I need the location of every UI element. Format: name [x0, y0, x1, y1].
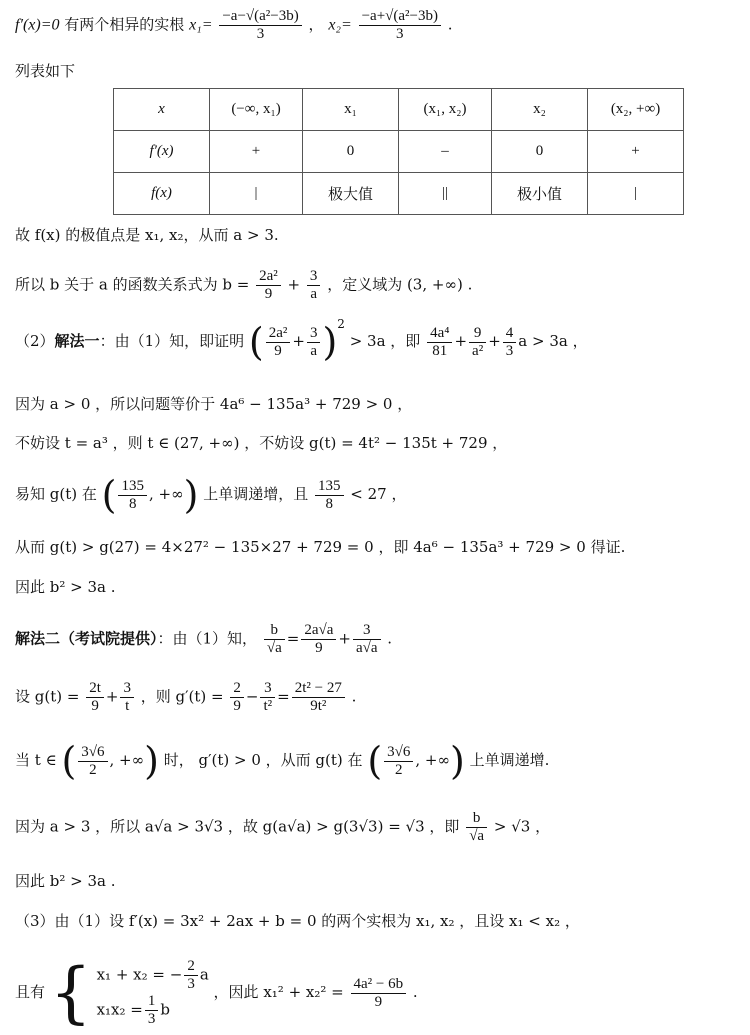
frac-den: 9 — [233, 698, 241, 714]
subst-line: 不妨设 t = a³ ，则 t ∈ (27, +∞) ，不妨设 g(t) = 4t² − 135t + 729 ， — [15, 434, 508, 452]
frac-den: 81 — [432, 342, 448, 359]
table-cell: – — [399, 131, 492, 173]
frac — [260, 680, 275, 715]
frac — [353, 622, 381, 657]
frac — [120, 680, 134, 715]
frac-den: 3 — [505, 342, 514, 359]
paren-open: ( — [101, 473, 117, 517]
sep: ， — [308, 15, 324, 34]
paren-close: ) — [449, 739, 465, 783]
x1-fraction — [219, 8, 301, 43]
frac-den: 9 — [91, 698, 99, 714]
frac-num: 3 — [307, 268, 321, 286]
frac-num: 3 — [120, 680, 134, 698]
part2-tail: a > 3a ， — [518, 332, 588, 350]
frac-num: 135 — [118, 478, 147, 496]
equation-1 — [97, 958, 209, 993]
plus: + — [488, 332, 501, 350]
mono-post: < 27 ， — [350, 485, 407, 503]
frac-den: √a — [469, 828, 485, 844]
mono-pre: 易知 g(t) 在 — [15, 485, 97, 503]
frac-den: 9 — [274, 342, 282, 359]
frac — [307, 325, 321, 360]
plus: + — [454, 332, 468, 350]
table-row — [114, 131, 684, 173]
end-dot: . — [351, 687, 357, 706]
x2-label: x₂= — [328, 16, 352, 34]
frac — [264, 622, 285, 657]
frac — [307, 268, 321, 303]
plus: + — [338, 629, 351, 648]
table-cell: 极大值 — [303, 173, 399, 215]
table-cell: || — [399, 173, 492, 215]
frac — [466, 810, 487, 845]
frac — [384, 744, 413, 779]
table-cell: x₂ — [492, 89, 588, 131]
end-dot: . — [387, 629, 393, 648]
frac-den: 9 — [264, 286, 273, 302]
interval-end: , +∞ — [415, 751, 450, 769]
relation-line — [15, 268, 472, 303]
frac-den: a² — [472, 342, 484, 359]
x1-label: x₁= — [189, 16, 213, 34]
end-dot: . — [412, 983, 418, 1001]
table-row — [114, 173, 684, 215]
x1-num: −a−√(a²−3b) — [219, 8, 301, 26]
frac-num: 4a² − 6b — [351, 976, 407, 994]
eq1-post: a — [199, 965, 209, 984]
frac-num: 3 — [353, 622, 381, 640]
x1-den: 3 — [256, 26, 265, 42]
frac — [256, 268, 281, 303]
define-pre: 设 g(t) = — [15, 687, 80, 706]
method-title: 解法一 — [54, 332, 100, 350]
equals: = — [277, 687, 290, 706]
table-cell: 极小值 — [492, 173, 588, 215]
table-cell: x₁ — [303, 89, 399, 131]
when-line — [15, 739, 550, 783]
frac-num: 2a√a — [301, 622, 336, 640]
paren-close: ) — [183, 473, 199, 517]
frac-num: 9 — [469, 325, 486, 343]
frac — [184, 958, 198, 993]
when-post: 上单调递增. — [469, 751, 550, 769]
frac — [503, 325, 517, 360]
frac-den: a — [310, 342, 318, 359]
frac-den: t — [125, 698, 130, 714]
method2-line — [15, 622, 392, 657]
frac-num: 2t — [86, 680, 104, 698]
define-g-line — [15, 680, 356, 715]
frac — [86, 680, 104, 715]
frac-den: 9t² — [310, 698, 327, 714]
frac-den: 3 — [187, 976, 195, 992]
table-cell: x — [114, 89, 210, 131]
frac-den: 2 — [395, 761, 403, 778]
paren-open: ( — [367, 739, 383, 783]
part3-line: （3）由（1）设 f′(x) = 3x² + 2ax + b = 0 的两个实根为 x₁, x₂ ，且设 x₁ < x₂ ， — [15, 912, 580, 930]
frac-den: 9 — [315, 640, 323, 656]
frac-num: 3√6 — [78, 744, 107, 762]
eq1-pre: x₁ + x₂ = − — [96, 965, 183, 984]
x2-den: 3 — [396, 26, 404, 42]
table-row — [114, 89, 684, 131]
table-cell: + — [588, 131, 684, 173]
frac — [427, 325, 452, 360]
frac — [292, 680, 345, 715]
define-mid: ，则 g′(t) = — [140, 687, 224, 706]
frac — [78, 744, 107, 779]
table-cell: (−∞, x₁) — [210, 89, 303, 131]
mono-line — [15, 473, 407, 517]
frac — [315, 478, 344, 513]
exponent: 2 — [337, 317, 345, 331]
frac-num: 3 — [260, 680, 275, 698]
method-title: 解法二（考试院提供） — [15, 629, 158, 648]
minus: − — [245, 687, 259, 706]
table-cell: f(x) — [114, 173, 210, 215]
because-line — [15, 810, 550, 845]
sign-table — [113, 88, 684, 215]
table-cell: 0 — [303, 131, 399, 173]
end-dot: . — [447, 15, 453, 34]
frac-num: 4 — [503, 325, 517, 343]
table-cell: | — [588, 173, 684, 215]
frac-num: 2 — [184, 958, 198, 976]
table-cell: | — [210, 173, 303, 215]
extreme-line: 故 f(x) 的极值点是 x₁, x₂，从而 a > 3. — [15, 226, 279, 244]
table-cell: 0 — [492, 131, 588, 173]
relation-pre: 所以 b 关于 a 的函数关系式为 b = — [15, 275, 250, 294]
part2-gt: > 3a ，即 — [349, 332, 421, 350]
paren-close: ) — [322, 320, 338, 364]
paren-close: ) — [144, 739, 159, 783]
table-cell: (x₂, +∞) — [588, 89, 684, 131]
table-cell: f′(x) — [114, 131, 210, 173]
part-number: （2） — [15, 332, 55, 350]
eq2-post: b — [160, 1000, 170, 1019]
frac-num: 2 — [230, 680, 244, 698]
frac — [469, 325, 486, 360]
derivative-eq: f′(x)=0 — [15, 16, 60, 34]
frac-num: 2a² — [266, 325, 291, 343]
frac-den: 2 — [89, 761, 97, 778]
frac — [301, 622, 336, 657]
because-pre: 因为 a > 3 ，所以 a√a > 3√3 ，故 g(a√a) > g(3√3) = √3 ，即 — [15, 817, 460, 836]
interval-end: , +∞ — [109, 751, 145, 769]
table-cell: + — [210, 131, 303, 173]
frac — [351, 976, 407, 1011]
part2-line — [15, 317, 588, 364]
system-pre: 且有 — [15, 983, 46, 1001]
frac-num: 3√6 — [384, 744, 413, 762]
frac-num: b — [264, 622, 285, 640]
paren-open: ( — [61, 739, 77, 783]
frac-num: 3 — [307, 325, 321, 343]
table-cell: (x₁, x₂) — [399, 89, 492, 131]
plus: + — [287, 275, 301, 294]
frac-num: 1 — [145, 993, 159, 1011]
frac — [145, 993, 159, 1028]
conclude2-line: 因此 b² > 3a . — [15, 872, 116, 890]
frac-den: 8 — [128, 495, 137, 512]
left-brace: { — [49, 954, 92, 1031]
table-intro: 列表如下 — [15, 62, 76, 80]
equiv-line: 因为 a > 0 ，所以问题等价于 4a⁶ − 135a³ + 729 > 0 ， — [15, 395, 413, 413]
frac-num: b — [466, 810, 487, 828]
relation-post: ，定义域为 (3, +∞) . — [327, 275, 473, 294]
frac-den: a√a — [355, 640, 378, 656]
part2-mid: ：由（1）知，即证明 — [99, 332, 245, 350]
frac-den: 8 — [325, 495, 333, 512]
when-mid: 时， g′(t) > 0 ，从而 g(t) 在 — [163, 751, 363, 769]
frac-num: 4a⁴ — [427, 325, 452, 343]
frac-num: 2a² — [256, 268, 281, 286]
when-pre: 当 t ∈ — [15, 751, 57, 769]
conclude1-line: 因此 b² > 3a . — [15, 578, 116, 596]
frac — [118, 478, 147, 513]
paren-open: ( — [248, 320, 264, 364]
frac-den: t² — [263, 698, 273, 714]
frac-den: a — [310, 286, 317, 302]
mono-mid: 上单调递增，且 — [203, 485, 309, 503]
equation-2 — [97, 993, 209, 1028]
eq2-pre: x₁x₂ = — [96, 1000, 143, 1019]
system-mid: ，因此 x₁² + x₂² = — [213, 983, 344, 1001]
plus: + — [292, 332, 305, 350]
frac — [266, 325, 291, 360]
interval-end: , +∞ — [148, 485, 184, 503]
x2-num: −a+√(a²−3b) — [359, 8, 441, 26]
frac-num: 135 — [315, 478, 344, 496]
method2-mid: ：由（1）知， — [157, 629, 258, 648]
roots-text: 有两个相异的实根 — [64, 15, 185, 34]
frac-den: √a — [266, 640, 282, 656]
frac-num: 2t² − 27 — [292, 680, 345, 698]
because-post: > √3 ， — [493, 817, 551, 836]
frac — [230, 680, 244, 715]
thus-line: 从而 g(t) > g(27) = 4×27² − 135×27 + 729 = 0 ，即 4a⁶ − 135a³ + 729 > 0 得证. — [15, 538, 626, 556]
system-line — [15, 954, 418, 1031]
frac-den: 9 — [374, 993, 383, 1010]
roots-line — [15, 8, 453, 43]
equation-system — [97, 958, 209, 1028]
frac-den: 3 — [147, 1011, 156, 1027]
plus: + — [105, 687, 119, 706]
equals: = — [286, 629, 300, 648]
x2-fraction — [359, 8, 441, 43]
